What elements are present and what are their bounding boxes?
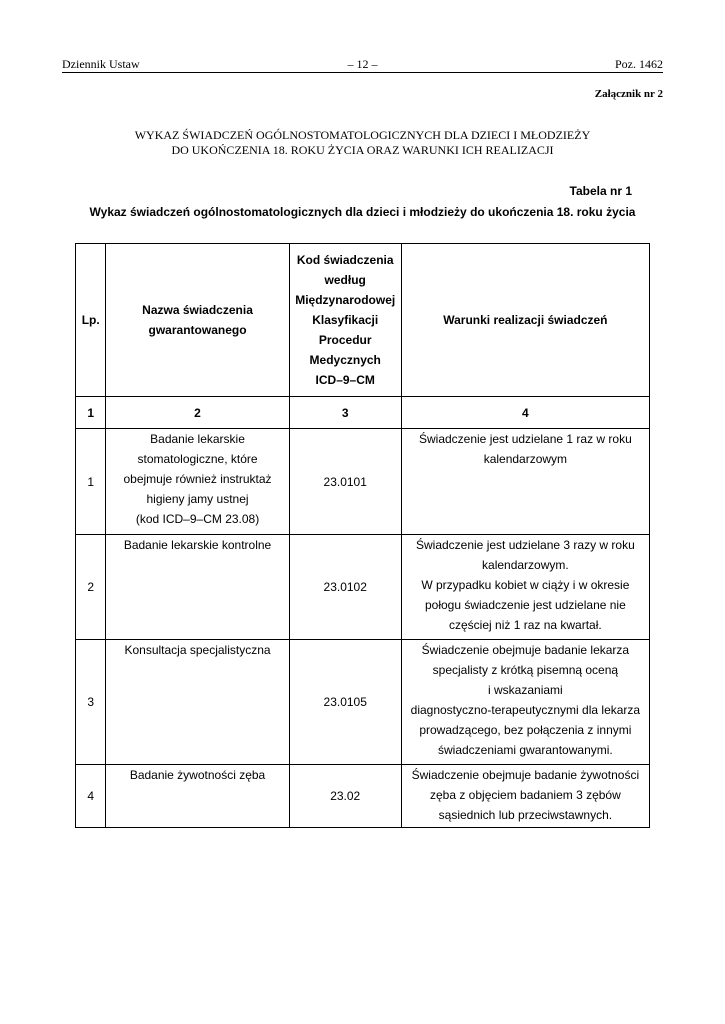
document-title-line-1: WYKAZ ŚWIADCZEŃ OGÓLNOSTOMATOLOGICZNYCH DLA DZIECI I MŁODZIEŻY — [134, 128, 591, 142]
row-conditions-line: prowadzącego, bez połączenia z innymi — [419, 723, 632, 737]
row-service-name-line: Badanie lekarskie — [150, 432, 245, 446]
column-number: 2 — [106, 397, 289, 429]
row-service-name-line: higieny jamy ustnej — [146, 492, 249, 506]
row-lp: 1 — [76, 429, 106, 535]
header-service-code-line: Klasyfikacji — [312, 313, 379, 327]
row-service-name-line: Badanie żywotności zęba — [129, 768, 266, 782]
row-conditions-line: Świadczenie obejmuje badanie żywotności — [411, 768, 640, 782]
row-lp: 4 — [76, 765, 106, 828]
row-conditions — [401, 429, 649, 535]
annex-label: Załącznik nr 2 — [594, 88, 663, 100]
row-conditions-line: sąsiednich lub przeciwstawnych. — [438, 808, 613, 822]
journal-name: Dziennik Ustaw — [62, 57, 140, 71]
row-conditions-line: diagnostyczno-terapeutycznymi dla lekarza — [410, 703, 641, 717]
row-service-name-line: Konsultacja specjalistyczna — [124, 643, 271, 657]
row-conditions-line: zęba z objęciem badaniem 3 zębów — [429, 788, 621, 802]
row-service-name-line: (kod ICD–9–CM 23.08) — [135, 512, 260, 526]
header-conditions: Warunki realizacji świadczeń — [401, 244, 649, 397]
table-caption: Wykaz świadczeń ogólnostomatologicznych dla dzieci i młodzieży do ukończenia 18. roku życia — [89, 205, 636, 219]
row-conditions-line: specjalisty z krótką pisemną oceną — [432, 663, 619, 677]
row-conditions-line: częściej niż 1 raz na kwartał. — [449, 618, 602, 632]
running-header — [62, 57, 663, 73]
table-row — [76, 640, 650, 765]
table-header-row — [76, 244, 650, 397]
header-service-name — [106, 244, 289, 397]
row-conditions — [401, 535, 649, 640]
column-number: 1 — [76, 397, 106, 429]
header-lp: Lp. — [76, 244, 106, 397]
table-number: Tabela nr 1 — [569, 184, 632, 198]
column-number-row — [76, 397, 650, 429]
row-service-code: 23.02 — [289, 765, 401, 828]
row-service-name — [106, 535, 289, 640]
row-conditions-line: i wskazaniami — [488, 683, 563, 697]
header-service-code-line: Medycznych — [309, 353, 381, 367]
header-rule — [62, 72, 663, 73]
row-conditions-line: kalendarzowym. — [482, 558, 569, 572]
row-service-name-line: obejmuje również instruktaż — [123, 472, 272, 486]
header-service-name-line: Nazwa świadczenia — [142, 303, 253, 317]
document-title-line-2: DO UKOŃCZENIA 18. ROKU ŻYCIA ORAZ WARUNKI ICH REALIZACJI — [171, 143, 554, 157]
row-conditions-line: Świadczenie obejmuje badanie lekarza — [421, 643, 630, 657]
table-row — [76, 765, 650, 828]
row-service-name — [106, 765, 289, 828]
row-conditions-line: kalendarzowym — [483, 452, 568, 466]
row-conditions-line: świadczeniami gwarantowanymi. — [438, 743, 613, 757]
row-service-name-line: Badanie lekarskie kontrolne — [123, 538, 272, 552]
row-lp: 3 — [76, 640, 106, 765]
header-service-name-line: gwarantowanego — [148, 323, 247, 337]
row-service-name — [106, 429, 289, 535]
row-service-code: 23.0102 — [289, 535, 401, 640]
row-lp: 2 — [76, 535, 106, 640]
row-conditions-line: Świadczenie jest udzielane 1 raz w roku — [418, 432, 632, 446]
header-service-code-line: Kod świadczenia — [296, 253, 394, 267]
header-service-code-line: Procedur — [318, 333, 372, 347]
column-number: 3 — [289, 397, 401, 429]
page-number: – 12 – — [347, 57, 378, 71]
row-conditions-line: W przypadku kobiet w ciąży i w okresie — [421, 578, 630, 592]
row-service-name — [106, 640, 289, 765]
column-number: 4 — [401, 397, 649, 429]
row-conditions — [401, 765, 649, 828]
header-service-code-line: Międzynarodowej — [295, 293, 396, 307]
header-service-code-line: według — [324, 273, 366, 287]
row-conditions-line: połogu świadczenie jest udzielane nie — [424, 598, 626, 612]
row-conditions-line: Świadczenie jest udzielane 3 razy w roku — [415, 538, 635, 552]
row-service-code: 23.0101 — [289, 429, 401, 535]
table-row — [76, 429, 650, 535]
header-service-code — [289, 244, 401, 397]
row-service-name-line: stomatologiczne, które — [137, 452, 258, 466]
row-service-code: 23.0105 — [289, 640, 401, 765]
table-row — [76, 535, 650, 640]
position-number: Poz. 1462 — [615, 57, 663, 71]
row-conditions — [401, 640, 649, 765]
header-service-code-line: ICD–9–CM — [315, 373, 375, 387]
document-title — [62, 128, 663, 158]
services-table — [75, 243, 650, 828]
